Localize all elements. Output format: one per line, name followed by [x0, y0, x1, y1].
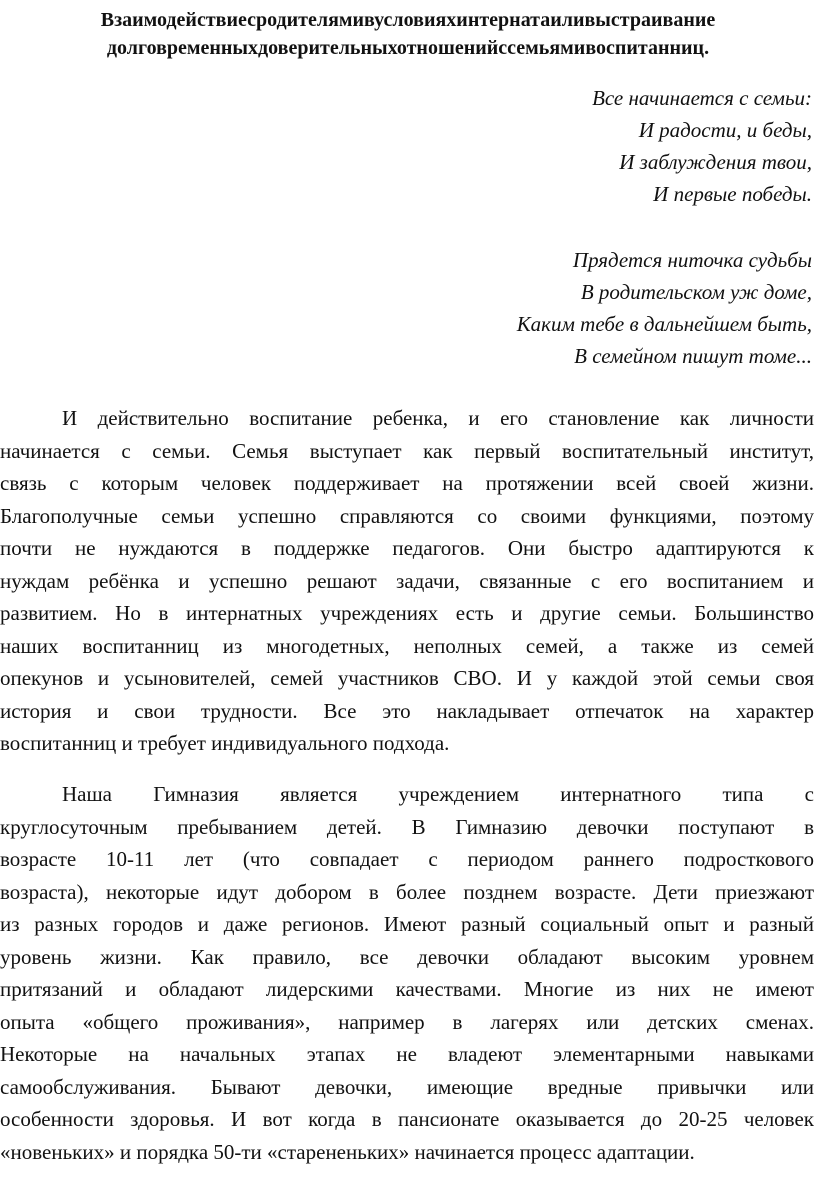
- paragraph-line: опыта «общего проживания», например в лагерях или детских сменах.: [0, 1009, 814, 1034]
- document-title-line-1: Взаимодействиесродителямивусловияхинтернатаиливыстраивание: [100, 9, 716, 31]
- body-paragraph-2: [0, 778, 814, 1168]
- paragraph-line: Некоторые на начальных этапах не владеют элементарными навыками: [0, 1042, 814, 1066]
- epigraph-stanza-2: [517, 244, 812, 372]
- paragraph-line: начинается с семьи. Семья выступает как первый воспитательный институт,: [0, 438, 814, 463]
- paragraph-line: воспитанниц и требует индивидуального подхода.: [0, 731, 450, 755]
- paragraph-line: опекунов и усыновителей, семей участников СВО. И у каждой этой семьи своя: [0, 666, 814, 690]
- paragraph-line: притязаний и обладают лидерскими качествами. Многие из них не имеют: [0, 977, 814, 1001]
- poem-line: В родительском уж доме,: [580, 280, 812, 304]
- paragraph-line: возрасте 10-11 лет (что совпадает с периодом раннего подросткового: [0, 847, 814, 871]
- poem-line: И первые победы.: [653, 182, 812, 206]
- poem-line: И радости, и беды,: [638, 118, 812, 142]
- paragraph-line: самообслуживания. Бывают девочки, имеющие вредные привычки или: [0, 1074, 814, 1099]
- paragraph-line: И действительно воспитание ребенка, и его становление как личности: [62, 406, 814, 430]
- poem-line: Прядется ниточка судьбы: [572, 248, 812, 272]
- paragraph-line: почти не нуждаются в поддержке педагогов. Они быстро адаптируются к: [0, 536, 814, 560]
- paragraph-line: связь с которым человек поддерживает на протяжении всей своей жизни.: [0, 471, 814, 495]
- paragraph-line: наших воспитанниц из многодетных, неполных семей, а также из семей: [0, 633, 814, 658]
- document-title-line-2: долговременныхдоверительныхотношенийссемьямивоспитанниц.: [106, 37, 710, 59]
- paragraph-line: уровень жизни. Как правило, все девочки обладают высоким уровнем: [0, 944, 814, 969]
- paragraph-line: особенности здоровья. И вот когда в пансионате оказывается до 20-25 человек: [0, 1107, 814, 1131]
- paragraph-line: круглосуточным пребыванием детей. В Гимназию девочки поступают в: [0, 814, 814, 839]
- paragraph-line: Наша Гимназия является учреждением интернатного типа с: [62, 782, 814, 806]
- poem-line: Каким тебе в дальнейшем быть,: [516, 312, 812, 336]
- paragraph-line: возраста), некоторые идут добором в более позднем возрасте. Дети приезжают: [0, 879, 814, 904]
- body-paragraph-1: [0, 402, 814, 760]
- poem-line: Все начинается с семьи:: [592, 86, 812, 110]
- paragraph-line: нуждам ребёнка и успешно решают задачи, связанные с его воспитанием и: [0, 568, 814, 593]
- poem-line: И заблуждения твои,: [619, 150, 812, 174]
- epigraph-stanza-1: [592, 82, 812, 210]
- paragraph-line: «новеньких» и порядка 50-ти «старененьких» начинается процесс адаптации.: [0, 1139, 695, 1164]
- paragraph-line: развитием. Но в интернатных учреждениях есть и другие семьи. Большинство: [0, 601, 814, 625]
- poem-line: В семейном пишут томе...: [574, 344, 812, 368]
- paragraph-line: Благополучные семьи успешно справляются со своими функциями, поэтому: [0, 503, 814, 528]
- paragraph-line: из разных городов и даже регионов. Имеют разный социальный опыт и разный: [0, 912, 814, 936]
- paragraph-line: история и свои трудности. Все это накладывает отпечаток на характер: [0, 698, 814, 723]
